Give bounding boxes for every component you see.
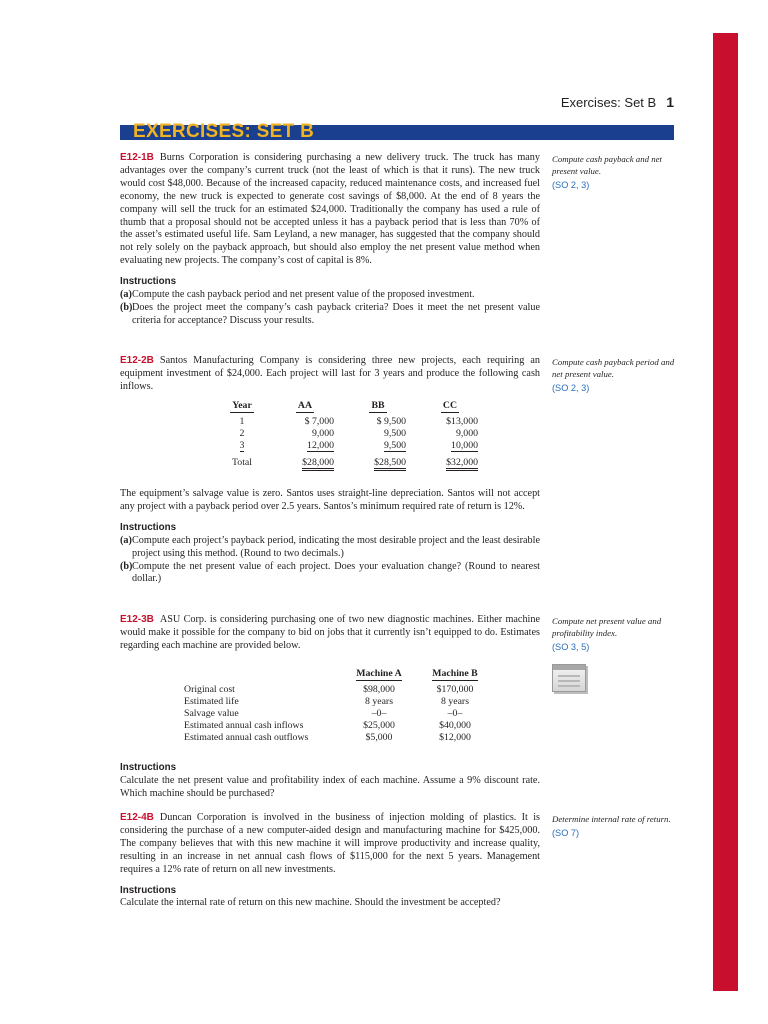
value-cell: $12,000 xyxy=(439,732,471,743)
instructions-text: Calculate the internal rate of return on this new machine. Should the investment be accepted? xyxy=(120,897,501,909)
running-header xyxy=(520,94,674,111)
value-cell: $170,000 xyxy=(436,684,474,695)
running-title: Exercises: Set B xyxy=(560,95,657,110)
item-text: Compute each project’s payback period, indicating the most desirable project and the least desirable project using this method. (Round to two decimals.) xyxy=(132,534,540,559)
table-row xyxy=(224,428,478,440)
exercise-id: E12-2B xyxy=(120,355,154,366)
exercise-text: Duncan Corporation is involved in the business of injection molding of plastics. It is considering the purchase of a new computer-aided design and manufacturing machine for $425,000. The company believes that with this new machine it will improve productivity and increase quality, resulting in an increase in net annual cash flows of $115,000 for the next 5 years. Management requires a 12% rate of return on all new investments. xyxy=(120,812,540,875)
item-text: Compute the net present value of each project. Does your evaluation change? (Round to nearest dollar.) xyxy=(132,560,540,585)
column-header: BB xyxy=(371,400,385,411)
page-number: 1 xyxy=(666,94,674,110)
exercise-id: E12-4B xyxy=(120,812,154,823)
exercise-text: Santos Manufacturing Company is considering three new projects, each requiring an equipment investment of $24,000. Each project will last for 3 years and produce the following cash inflows. xyxy=(120,355,540,392)
column-header: Machine B xyxy=(432,668,478,679)
value-cell: 9,500 xyxy=(383,428,406,439)
table-row xyxy=(224,440,478,452)
exercise-text: ASU Corp. is considering purchasing one of two new diagnostic machines. Either machine would make it possible for the company to bid on jobs that it currently isn’t equipped to do. Estimates regarding each machine are provided below. xyxy=(120,614,540,651)
instruction-item xyxy=(120,289,540,302)
value-cell: $5,000 xyxy=(365,732,393,743)
machine-estimates-table xyxy=(184,668,496,744)
row-label: Estimated annual cash outflows xyxy=(184,732,309,743)
instructions-heading: Instructions xyxy=(120,884,177,896)
item-text: Compute the cash payback period and net present value of the proposed investment. xyxy=(132,289,475,301)
instruction-item xyxy=(120,302,540,328)
value-cell: 10,000 xyxy=(451,440,478,451)
instruction-item xyxy=(120,535,540,561)
exercise-id: E12-3B xyxy=(120,614,154,625)
cash-inflows-table xyxy=(224,400,478,469)
exercise-text: Burns Corporation is considering purchasing a new delivery truck. The truck has many advantages over the company’s current truck (not the least of which is that it runs). The new truck would cost $48,000. Because of the increased capacity, reduced maintenance costs, and increased fuel economy, the new truck is expected to generate cost savings of $8,000. At the end of 8 years the company will sell the truck for an estimated $24,000. Traditionally the company has used a rule of thumb that a proposal should not be accepted unless it has a payback period that is less than 70% of the asset’s estimated useful life. Sam Leyland, a new manager, has suggested that the company should not rely solely on the payback approach, but should also employ the net present value method when evaluating new projects. The company’s cost of capital is 8%. xyxy=(120,152,540,267)
column-header: CC xyxy=(442,400,458,411)
instructions-heading: Instructions xyxy=(120,762,177,773)
exercise-e12-3b-instructions xyxy=(120,762,540,801)
column-header: Year xyxy=(232,400,252,411)
table-row xyxy=(184,696,496,708)
item-text: Does the project meet the company’s cash payback criteria? Does it meet the net present value criteria for acceptance? Discuss your results. xyxy=(132,301,540,326)
exercise-body xyxy=(120,812,540,877)
study-objective: (SO 7) xyxy=(552,828,580,838)
instruction-item xyxy=(120,561,540,587)
value-cell: $25,000 xyxy=(363,720,395,731)
instructions-heading: Instructions xyxy=(120,521,177,533)
margin-note-e12-3b xyxy=(552,615,680,653)
note-text: Compute cash payback period and net present value. xyxy=(552,357,675,379)
note-text: Determine internal rate of return. xyxy=(552,814,671,824)
margin-note-e12-1b xyxy=(552,153,680,191)
table-header-row xyxy=(184,668,496,684)
exercise-e12-2b-continued xyxy=(120,488,540,586)
section-title: EXERCISES: SET B xyxy=(133,121,315,142)
total-label: Total xyxy=(232,457,252,468)
item-label: (b) xyxy=(120,301,133,313)
exercise-e12-2b xyxy=(120,355,540,394)
exercise-body xyxy=(120,152,540,268)
column-header: Machine A xyxy=(356,668,402,679)
value-cell: 9,000 xyxy=(455,428,478,439)
value-cell: 9,000 xyxy=(311,428,334,439)
table-row xyxy=(184,708,496,720)
value-cell: –0– xyxy=(371,708,387,719)
table-total-row xyxy=(224,452,478,469)
total-cell: $28,500 xyxy=(334,452,406,469)
exercise-e12-1b xyxy=(120,152,540,328)
margin-note-e12-2b xyxy=(552,356,680,394)
item-label: (a) xyxy=(120,534,132,546)
exercise-body xyxy=(120,355,540,394)
note-text: Compute net present value and profitability index. xyxy=(552,616,662,638)
row-label: Estimated life xyxy=(184,696,239,707)
year-cell: 3 xyxy=(239,440,245,451)
exercise-id: E12-1B xyxy=(120,152,154,163)
value-cell: 8 years xyxy=(440,696,470,707)
value-cell: $98,000 xyxy=(363,684,395,695)
study-objective: (SO 2, 3) xyxy=(552,180,590,190)
table-row xyxy=(184,684,496,696)
exercise-e12-3b xyxy=(120,614,540,653)
table-row xyxy=(224,416,478,428)
value-cell: –0– xyxy=(447,708,463,719)
instructions-text: Calculate the net present value and profitability index of each machine. Assume a 9% discount rate. Which machine should be purchased? xyxy=(120,774,540,799)
value-cell: $13,000 xyxy=(446,416,478,427)
table-row xyxy=(184,720,496,732)
column-header xyxy=(184,668,344,684)
year-cell: 2 xyxy=(239,428,245,439)
study-objective: (SO 3, 5) xyxy=(552,642,590,652)
item-label: (a) xyxy=(120,289,132,301)
total-cell: $32,000 xyxy=(406,452,478,469)
value-cell: $ 9,500 xyxy=(376,416,406,427)
item-label: (b) xyxy=(120,560,133,572)
note-text: Compute cash payback and net present value. xyxy=(552,154,662,176)
row-label: Estimated annual cash inflows xyxy=(184,720,304,731)
value-cell: $ 7,000 xyxy=(304,416,334,427)
total-cell: $28,000 xyxy=(260,452,334,469)
spreadsheet-icon xyxy=(552,664,586,692)
value-cell: 9,500 xyxy=(383,440,406,451)
row-label: Salvage value xyxy=(184,708,239,719)
table-row xyxy=(184,732,496,744)
page-edge-strip xyxy=(713,33,738,991)
value-cell: 8 years xyxy=(364,696,394,707)
row-label: Original cost xyxy=(184,684,235,695)
value-cell: $40,000 xyxy=(439,720,471,731)
margin-note-e12-4b xyxy=(552,813,680,839)
year-cell: 1 xyxy=(239,416,245,427)
exercise-body xyxy=(120,614,540,653)
study-objective: (SO 2, 3) xyxy=(552,383,590,393)
instructions-heading: Instructions xyxy=(120,276,177,288)
value-cell: 12,000 xyxy=(307,440,334,451)
column-header: AA xyxy=(297,400,313,411)
table-header-row xyxy=(224,400,478,416)
exercise-e12-4b xyxy=(120,812,540,910)
exercise-text-2: The equipment’s salvage value is zero. Santos uses straight-line depreciation. Santos will not accept any project with a payback period over 2.5 years. Santos’s minimum required rate of return is 12%. xyxy=(120,488,540,512)
